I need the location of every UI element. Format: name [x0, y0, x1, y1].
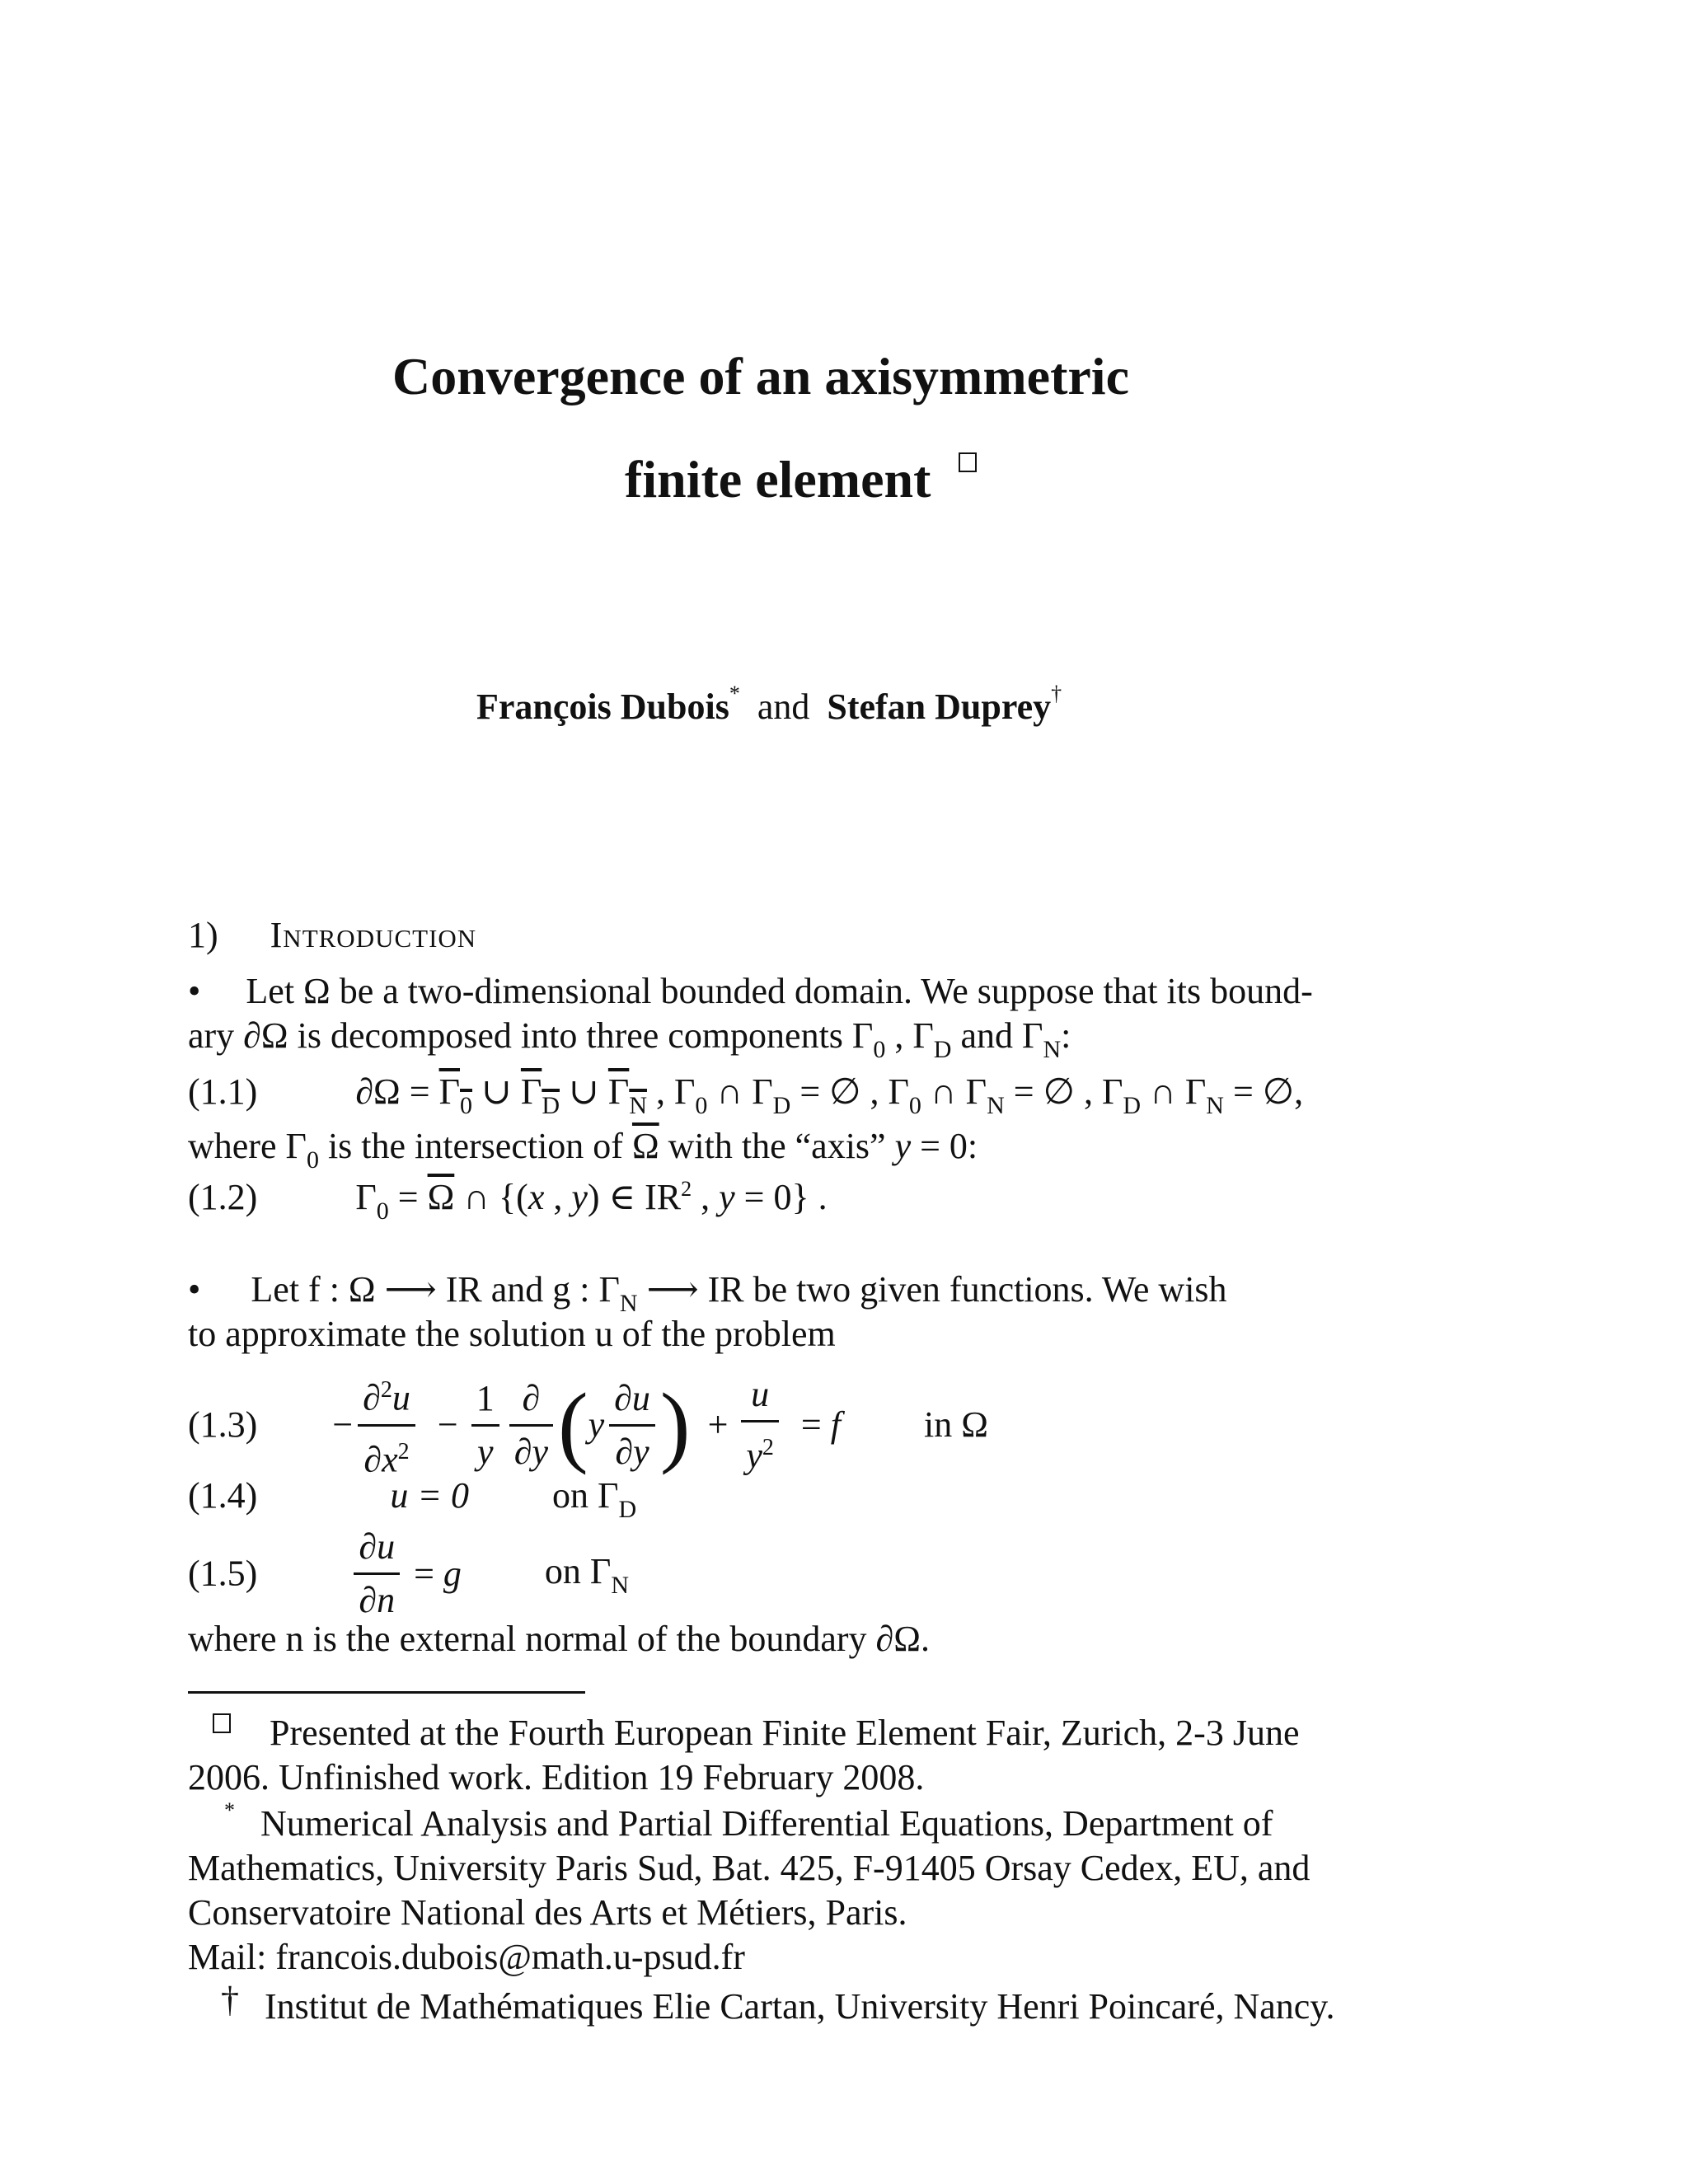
- equation-1-4-body: u = 0: [390, 1475, 470, 1516]
- footnote-2-email: Mail: francois.dubois@math.u-psud.fr: [188, 1937, 745, 1977]
- equation-1-3-body: − $\frac{\partial^2u}{\partial x^2}$ − $\frac{1}{y}$ $\frac{\partial}{\partial y}$ (y $\frac{\partial u}{\partial y}$ ) + $\frac{u}{y^2}$ = f in Ω: [332, 1401, 988, 1441]
- equation-1-1: [188, 1070, 1303, 1118]
- author-line: [476, 682, 1062, 728]
- footnote-2-line-2: Mathematics, University Paris Sud, Bat. 425, F-91405 Orsay Cedex, EU, and: [188, 1848, 1311, 1888]
- footnote-1-line-1: [188, 1711, 1300, 1755]
- section-number: 1): [188, 915, 218, 955]
- paragraph-2-line-2: to approximate the solution u of the problem: [188, 1314, 836, 1354]
- paragraph-2-text-1-end: ⟶ IR be two given functions. We wish: [637, 1269, 1227, 1310]
- paper-title-line-1: Convergence of an axisymmetric: [392, 347, 1129, 405]
- bullet: •: [188, 971, 201, 1011]
- title-footnote-box-icon: [959, 452, 977, 472]
- equation-1-2-body: $\Gamma_0 = \overline{\Omega}$ ∩ {(x , y) ∈ $IR^2$ , y = 0} .: [355, 1177, 828, 1225]
- section-title: Introduction: [270, 915, 477, 955]
- section-heading: [188, 913, 476, 958]
- equation-1-5-label: (1.5): [188, 1553, 258, 1594]
- closing-line: where n is the external normal of the boundary ∂Ω.: [188, 1619, 930, 1659]
- footnote-2-line-3: Conservatoire National des Arts et Métiers, Paris.: [188, 1892, 907, 1933]
- equation-1-2: [188, 1175, 828, 1225]
- equation-1-1-body: $\partial\Omega = \Gamma_0$ ∪ $\Gamma_D$ ∪ $\Gamma_N$ , $\Gamma_0$ ∩ $\Gamma_D$ = ∅ , $\Gamma_0$ ∩ $\Gamma_N$ = ∅ , $\Gamma_D$ ∩ $\Gamma_N$ = ∅,: [355, 1071, 1304, 1119]
- footnote-2-line-1: [188, 1798, 1273, 1851]
- equation-1-5-body: $\frac{\partial u}{\partial n}$ = g: [349, 1550, 462, 1591]
- footnote-rule: [188, 1691, 585, 1694]
- paragraph-2-text-1: Let f : Ω ⟶ IR and g : Γ: [251, 1269, 620, 1310]
- paragraph-1-line-2: ary ∂Ω is decomposed into three components $\Gamma_0$ , $\Gamma_D$ and $\Gamma_N$:: [188, 1015, 1071, 1063]
- paragraph-1-text-2: ary ∂Ω is decomposed into three components Γ: [188, 1015, 874, 1056]
- footnote-3-line-1: [188, 1980, 1335, 2029]
- paper-title-line-2: [625, 449, 977, 510]
- author-1-name: François Dubois: [476, 687, 729, 727]
- equation-1-3: [188, 1368, 988, 1482]
- bullet-2: •: [188, 1269, 201, 1310]
- where-text: where Γ: [188, 1126, 307, 1166]
- paragraph-1-text-1: Let Ω be a two-dimensional bounded domain. We suppose that its bound-: [246, 971, 1313, 1011]
- equation-1-4-label: (1.4): [188, 1475, 258, 1516]
- equation-1-4: [188, 1474, 636, 1522]
- equation-1-4-boundary: on $\Gamma_D$: [552, 1475, 637, 1523]
- author-conjunction: and: [757, 687, 810, 727]
- paragraph-1-line-1: [188, 969, 1313, 1014]
- equation-1-3-domain: in Ω: [923, 1404, 988, 1446]
- footnote-2-mark: *: [224, 1798, 235, 1822]
- footnote-1-text-1: Presented at the Fourth European Finite Element Fair, Zurich, 2-3 June: [270, 1713, 1300, 1753]
- equation-1-3-label: (1.3): [188, 1404, 258, 1446]
- author-1-mark: *: [729, 682, 740, 705]
- footnote-2-text-1: Numerical Analysis and Partial Differential Equations, Department of: [260, 1803, 1273, 1844]
- footnote-box-icon: [213, 1713, 231, 1733]
- equation-1-5: [188, 1525, 629, 1623]
- equation-1-1-label: (1.1): [188, 1071, 258, 1112]
- paragraph-2-line-1: • Let f : Ω ⟶ IR and g : $\Gamma_N$ ⟶ IR be two given functions. We wish: [188, 1269, 1227, 1317]
- footnote-3-mark: †: [221, 1980, 239, 2020]
- title-line-2-text: finite element: [625, 450, 931, 509]
- footnote-3-text-1: Institut de Mathématiques Elie Cartan, University Henri Poincaré, Nancy.: [265, 1986, 1335, 2027]
- equation-1-2-label: (1.2): [188, 1177, 258, 1217]
- equation-1-5-boundary: on $\Gamma_N$: [544, 1551, 629, 1599]
- author-2-mark: †: [1051, 682, 1062, 705]
- where-line: where $\Gamma_0$ is the intersection of $\overline{\Omega}$ with the “axis” y = 0:: [188, 1126, 978, 1174]
- footnote-1-line-2: 2006. Unfinished work. Edition 19 February 2008.: [188, 1757, 925, 1797]
- author-2-name: Stefan Duprey: [827, 687, 1052, 727]
